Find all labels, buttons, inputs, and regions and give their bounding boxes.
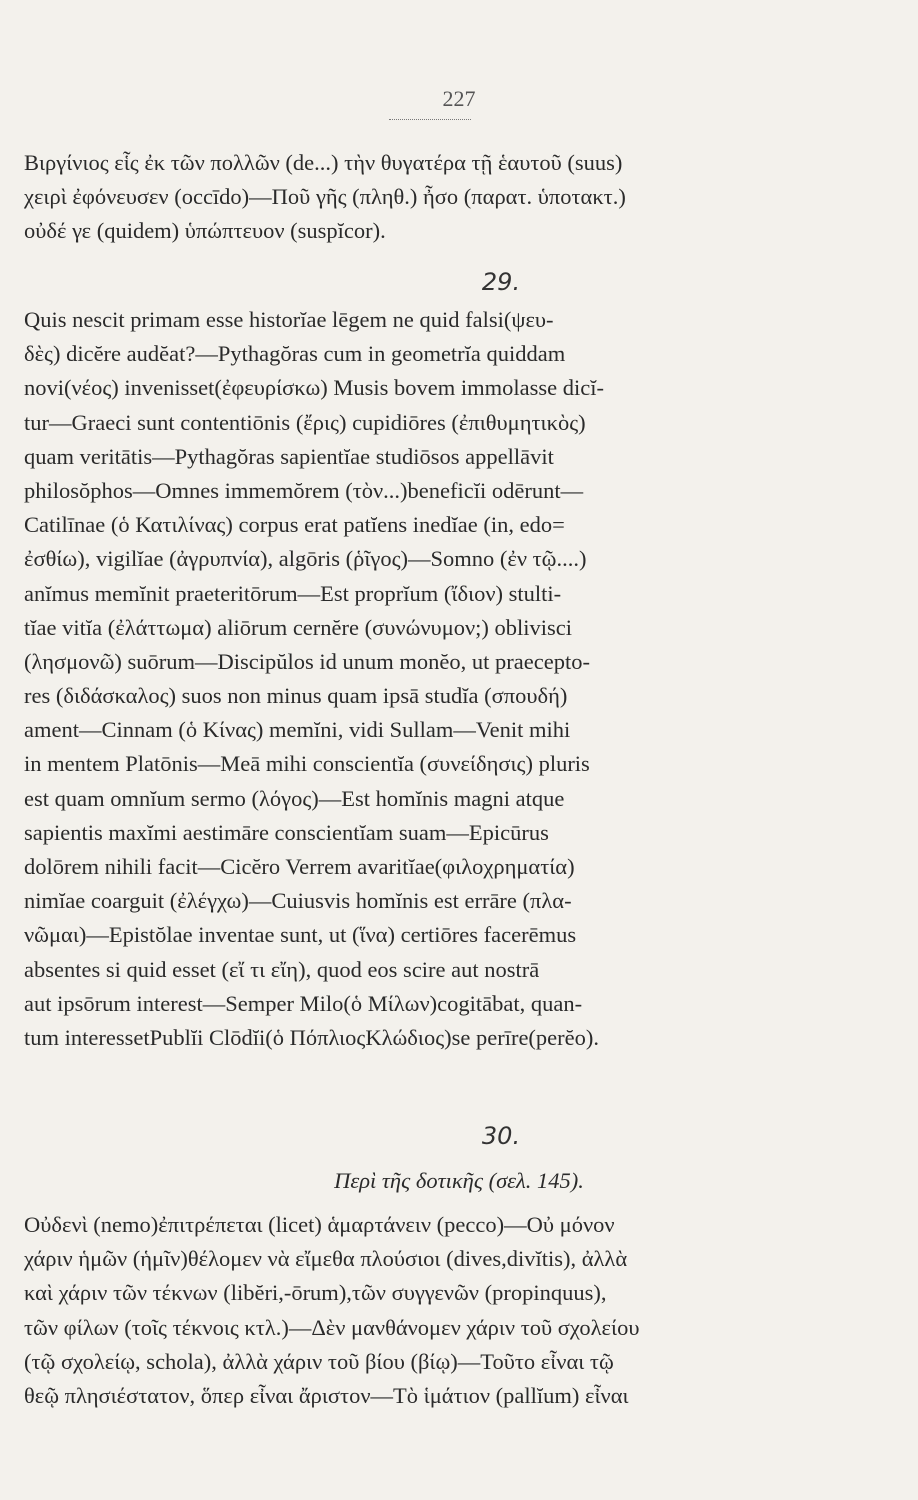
page-number: 227 xyxy=(442,86,476,111)
text-line: (τῷ σχολείῳ, schola), ἀλλὰ χάριν τοῦ βίου (βίῳ)—Τοῦτο εἶναι τῷ xyxy=(24,1348,614,1374)
text-line: aut ipsōrum interest—Semper Milo(ὁ Μίλων)cogitābat, quan- xyxy=(24,990,583,1016)
text-line: tur—Graeci sunt contentiōnis (ἔρις) cupidiōres (ἐπιθυμητικὸς) xyxy=(24,409,586,435)
text-line: in mentem Platōnis—Meā mihi conscientĭa (συνείδησις) pluris xyxy=(24,751,590,777)
text-line: novi(νέος) invenisset(ἐφευρίσκω) Musis bovem immolasse dicĭ- xyxy=(24,375,604,401)
text-line: absentes si quid esset (εἴ τι εἴη), quod eos scire aut nostrā xyxy=(24,956,540,982)
text-line: τῶν φίλων (τοῖς τέκνοις κτλ.)—Δὲν μανθάνομεν χάριν τοῦ σχολείου xyxy=(24,1314,640,1340)
text-line: est quam omnĭum sermo (λόγος)—Est homĭnis magni atque xyxy=(24,785,565,811)
text-line: νῶμαι)—Epistŏlae inventae sunt, ut (ἵνα) certiōres facerēmus xyxy=(24,922,577,948)
text-line: philosŏphos—Omnes immemŏrem (τὸν...)beneficĭi odērunt— xyxy=(24,477,584,503)
intro-paragraph xyxy=(24,146,814,249)
text-line: nimĭae coarguit (ἐλέγχω)—Cuiusvis homĭnis est errāre (πλα- xyxy=(24,888,572,914)
text-line: sapientis maxĭmi aestimāre conscientĭam suam—Epicūrus xyxy=(24,819,549,845)
section-29-number: 29. xyxy=(481,268,521,296)
text-line: δὲς) dicĕre audĕat?—Pythagŏras cum in geometrĭa quiddam xyxy=(24,341,566,367)
text-line: ament—Cinnam (ὁ Κίνας) memĭni, vidi Sullam—Venit mihi xyxy=(24,717,571,743)
text-line: (λησμονῶ) suōrum—Discipŭlos id unum monĕo, ut praecepto- xyxy=(24,648,590,674)
text-line: tĭae vitĭa (ἐλάττωμα) aliōrum cernĕre (συνώνυμον;) oblivisci xyxy=(24,614,573,640)
text-line: quam veritātis—Pythagŏras sapientĭae studiōsos appellāvit xyxy=(24,443,554,469)
text-line: θεῷ πλησιέστατον, ὅπερ εἶναι ἄριστον—Τὸ ἱμάτιον (pallĭum) εἶναι xyxy=(24,1382,629,1408)
section-30-heading: Περὶ τῆς δοτικῆς (σελ. 145). xyxy=(334,1168,584,1193)
page-number-rule xyxy=(389,119,471,120)
text-line: Catilīnae (ὁ Κατιλίνας) corpus erat patĭens inedĭae (in, edo= xyxy=(24,512,565,538)
text-line: καὶ χάριν τῶν τέκνων (libĕri,-ōrum),τῶν συγγενῶν (propinquus), xyxy=(24,1280,607,1306)
text-line: Βιργίνιος εἷς ἐκ τῶν πολλῶν (de...) τὴν θυγατέρα τῇ ἑαυτοῦ (suus) xyxy=(24,150,623,175)
text-line: χειρὶ ἐφόνευσεν (occīdo)—Ποῦ γῆς (πληθ.) ἦσο (παρατ. ὑποτακτ.) xyxy=(24,184,626,210)
text-line: οὐδέ γε (quidem) ὑπώπτευον (suspĭcor). xyxy=(24,218,386,244)
text-line: res (διδάσκαλος) suos non minus quam ipsā studĭa (σπουδή) xyxy=(24,683,568,709)
text-line: Οὐδενὶ (nemo)ἐπιτρέπεται (licet) ἁμαρτάνειν (pecco)—Οὐ μόνον xyxy=(24,1212,615,1237)
section-30-paragraph xyxy=(24,1208,814,1413)
text-line: dolōrem nihili facit—Cicĕro Verrem avaritĭae(φιλοχρηματία) xyxy=(24,854,575,879)
text-line: ἐσθίω), vigilĭae (ἀγρυπνία), algōris (ῥῖγος)—Somno (ἐν τῷ....) xyxy=(24,546,587,572)
text-line: Quis nescit primam esse historĭae lēgem ne quid falsi(ψευ- xyxy=(24,307,554,332)
text-line: anĭmus memĭnit praeteritōrum—Est proprĭum (ἴδιον) stulti- xyxy=(24,580,562,606)
text-line: χάριν ἡμῶν (ἡμῖν)θέλομεν νὰ εἴμεθα πλούσιοι (dives,divĭtis), ἀλλὰ xyxy=(24,1246,628,1272)
section-29-paragraph xyxy=(24,303,814,1055)
section-30-number: 30. xyxy=(481,1122,521,1150)
text-line: tum interessetPublĭi Clōdĭi(ὁ ΠόπλιοςΚλώδιος)se perīre(perĕo). xyxy=(24,1024,600,1050)
